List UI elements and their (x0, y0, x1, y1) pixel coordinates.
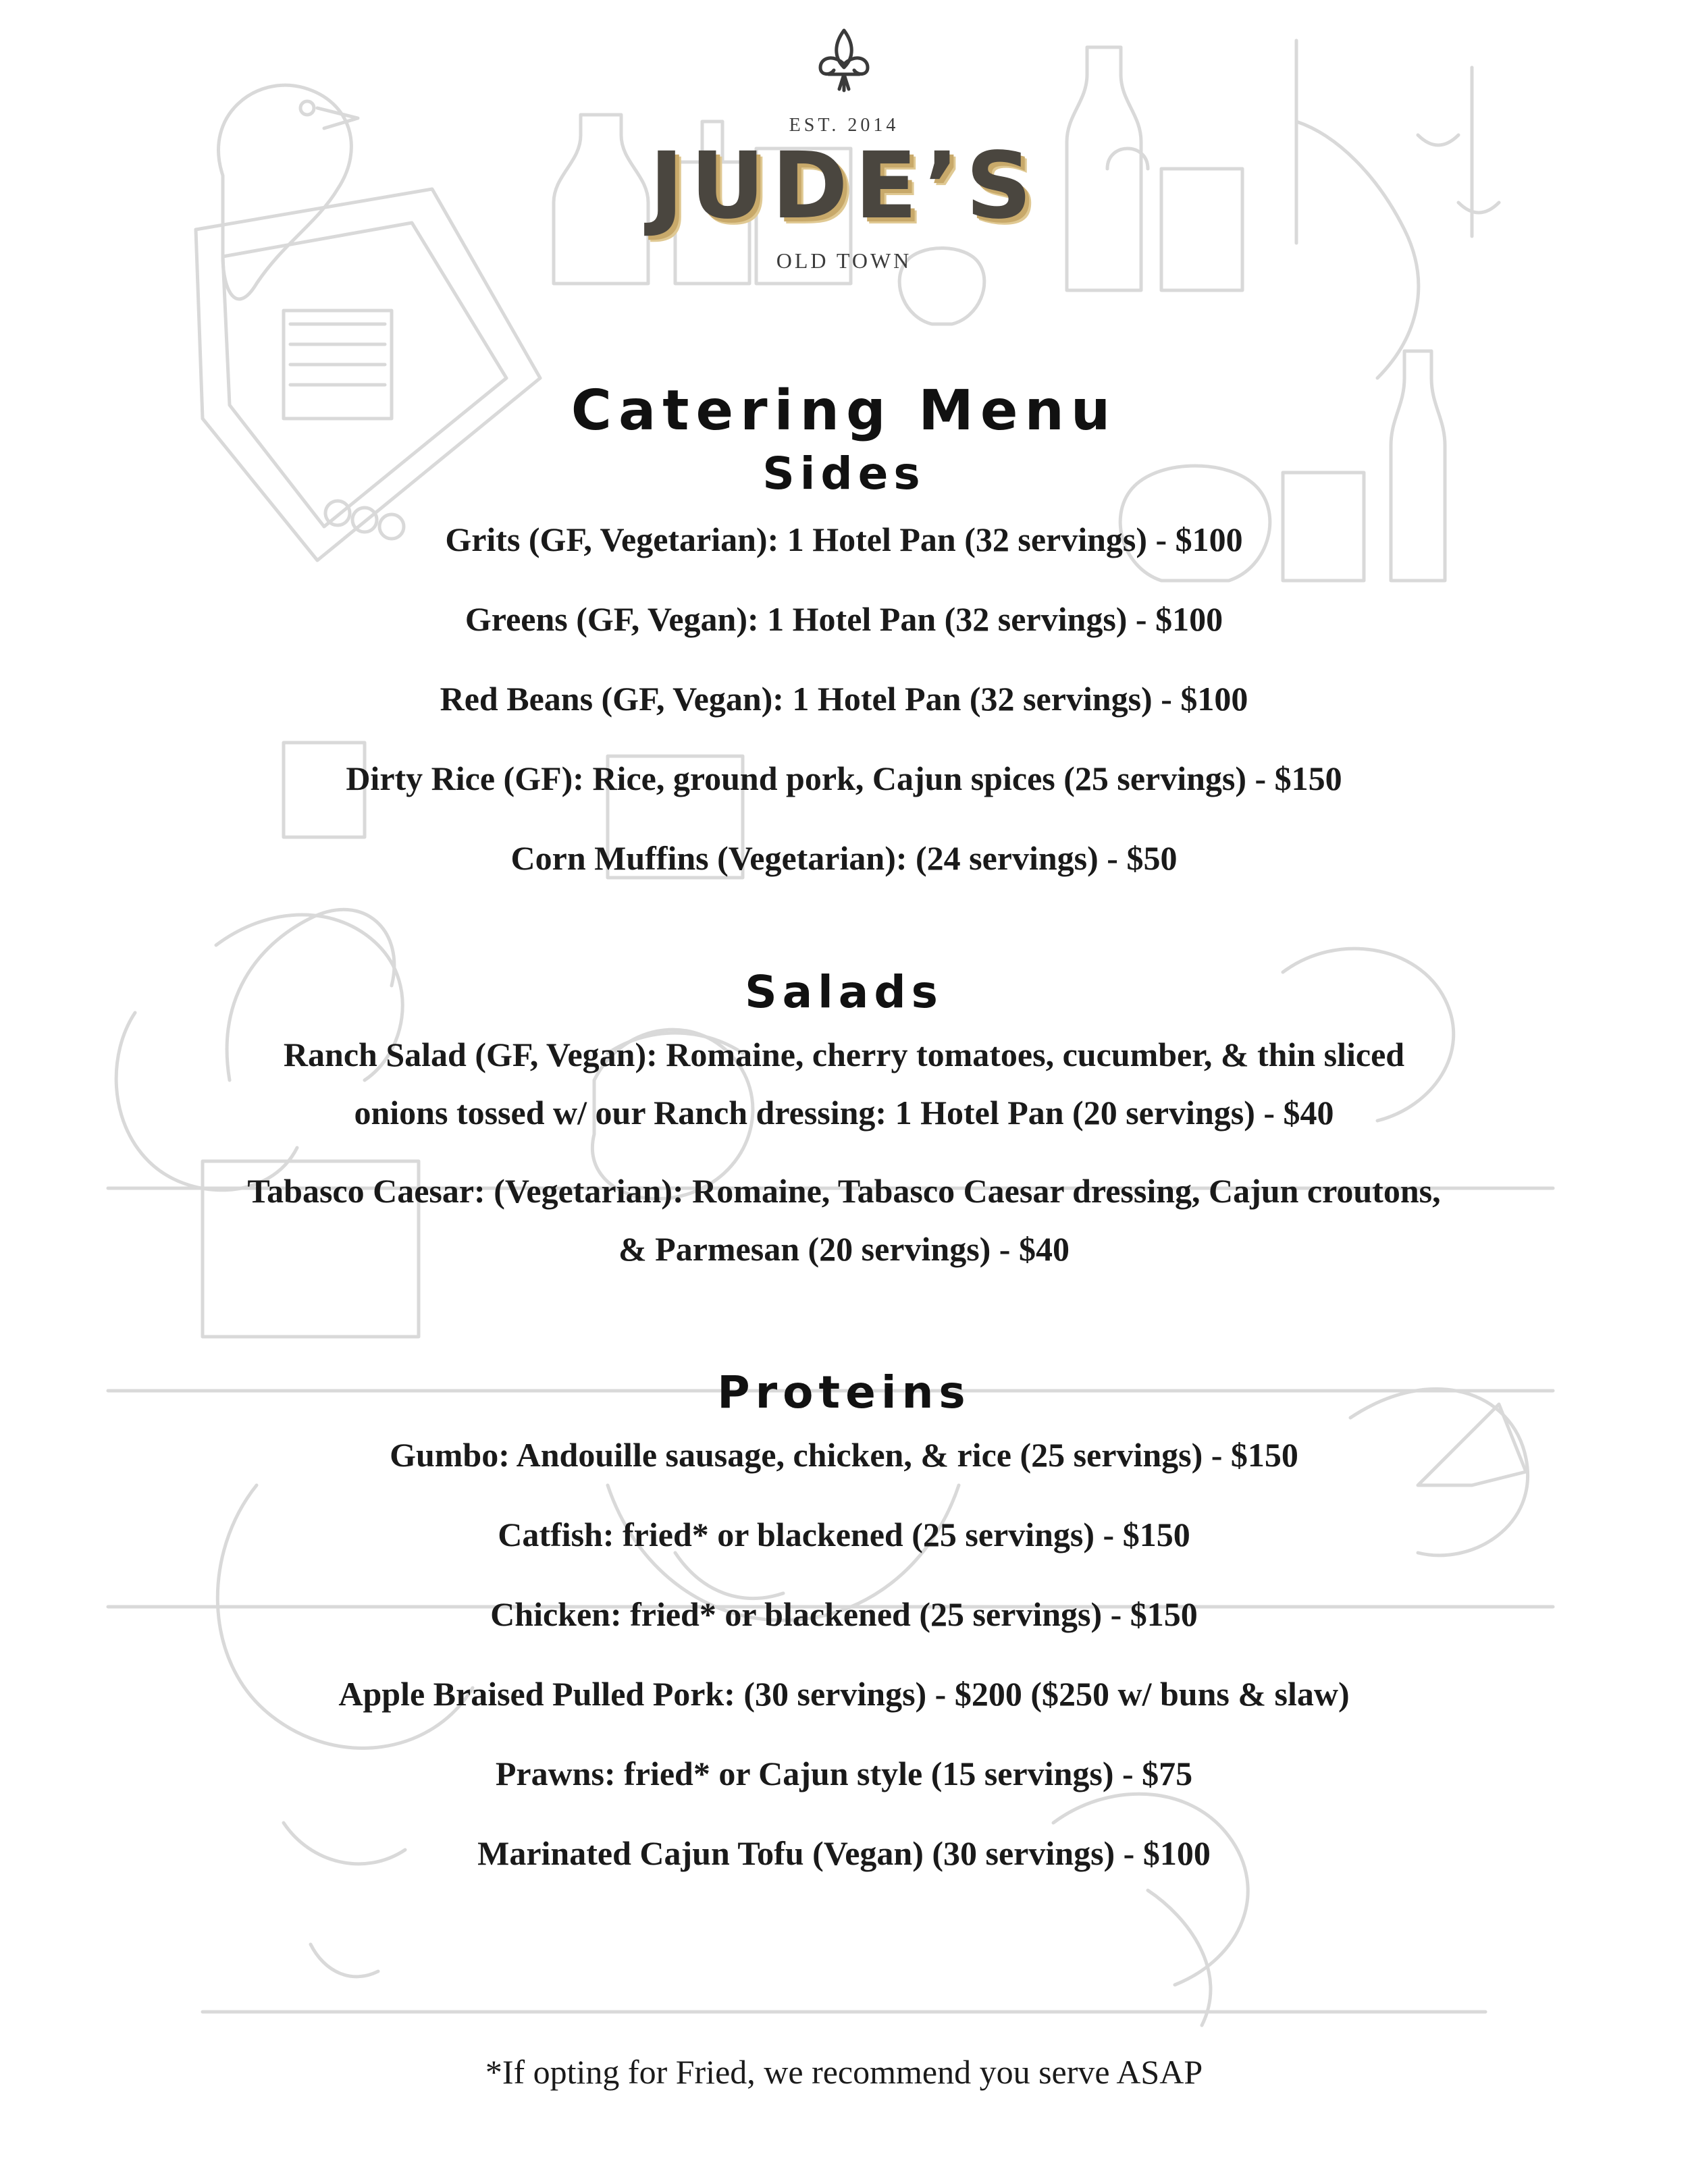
menu-item: Dirty Rice (GF): Rice, ground pork, Cajun spices (25 servings) - $150 (346, 759, 1342, 797)
menu-item: Greens (GF, Vegan): 1 Hotel Pan (32 servings) - $100 (465, 600, 1223, 638)
menu-item: Catfish: fried* or blackened (25 servings) - $150 (498, 1515, 1190, 1553)
location-text: OLD TOWN (776, 248, 912, 273)
salads-section (0, 965, 1688, 1278)
brand-name: JUDE’S (649, 133, 1039, 240)
section-heading-sides: Sides (762, 448, 926, 500)
section-heading-proteins: Proteins (717, 1366, 971, 1418)
footnote: *If opting for Fried, we recommend you serve ASAP (485, 2053, 1203, 2091)
menu-item: Tabasco Caesar: (Vegetarian): Romaine, Tabasco Caesar dressing, Cajun croutons, & Parmesan (20 servings) - $40 (247, 1171, 1441, 1268)
sides-section (0, 447, 1688, 886)
section-heading-salads: Salads (745, 965, 943, 1018)
menu-item: Apple Braised Pulled Pork: (30 servings) - $200 ($250 w/ buns & slaw) (338, 1674, 1350, 1713)
fleur-de-lis-icon (814, 27, 874, 95)
restaurant-logo (0, 27, 1688, 273)
menu-item: Corn Muffins (Vegetarian): (24 servings) - $50 (510, 838, 1178, 877)
page-title: Catering Menu (571, 379, 1117, 443)
menu-item: Prawns: fried* or Cajun style (15 servings) - $75 (495, 1754, 1193, 1792)
menu-item: Grits (GF, Vegetarian): 1 Hotel Pan (32 servings) - $100 (445, 520, 1243, 558)
menu-item: Gumbo: Andouille sausage, chicken, & rice (25 servings) - $150 (390, 1435, 1298, 1474)
menu-content (0, 378, 1688, 1882)
established-text: EST. 2014 (789, 115, 899, 136)
menu-item: Marinated Cajun Tofu (Vegan) (30 servings) - $100 (477, 1834, 1211, 1872)
proteins-section (0, 1366, 1688, 1882)
menu-item: Chicken: fried* or blackened (25 servings) - $150 (490, 1595, 1198, 1633)
menu-item: Ranch Salad (GF, Vegan): Romaine, cherry tomatoes, cucumber, & thin sliced onions tossed w/ our Ranch dressing: 1 Hotel Pan (20 servings) - $40 (283, 1035, 1405, 1131)
menu-item: Red Beans (GF, Vegan): 1 Hotel Pan (32 servings) - $100 (440, 679, 1248, 718)
